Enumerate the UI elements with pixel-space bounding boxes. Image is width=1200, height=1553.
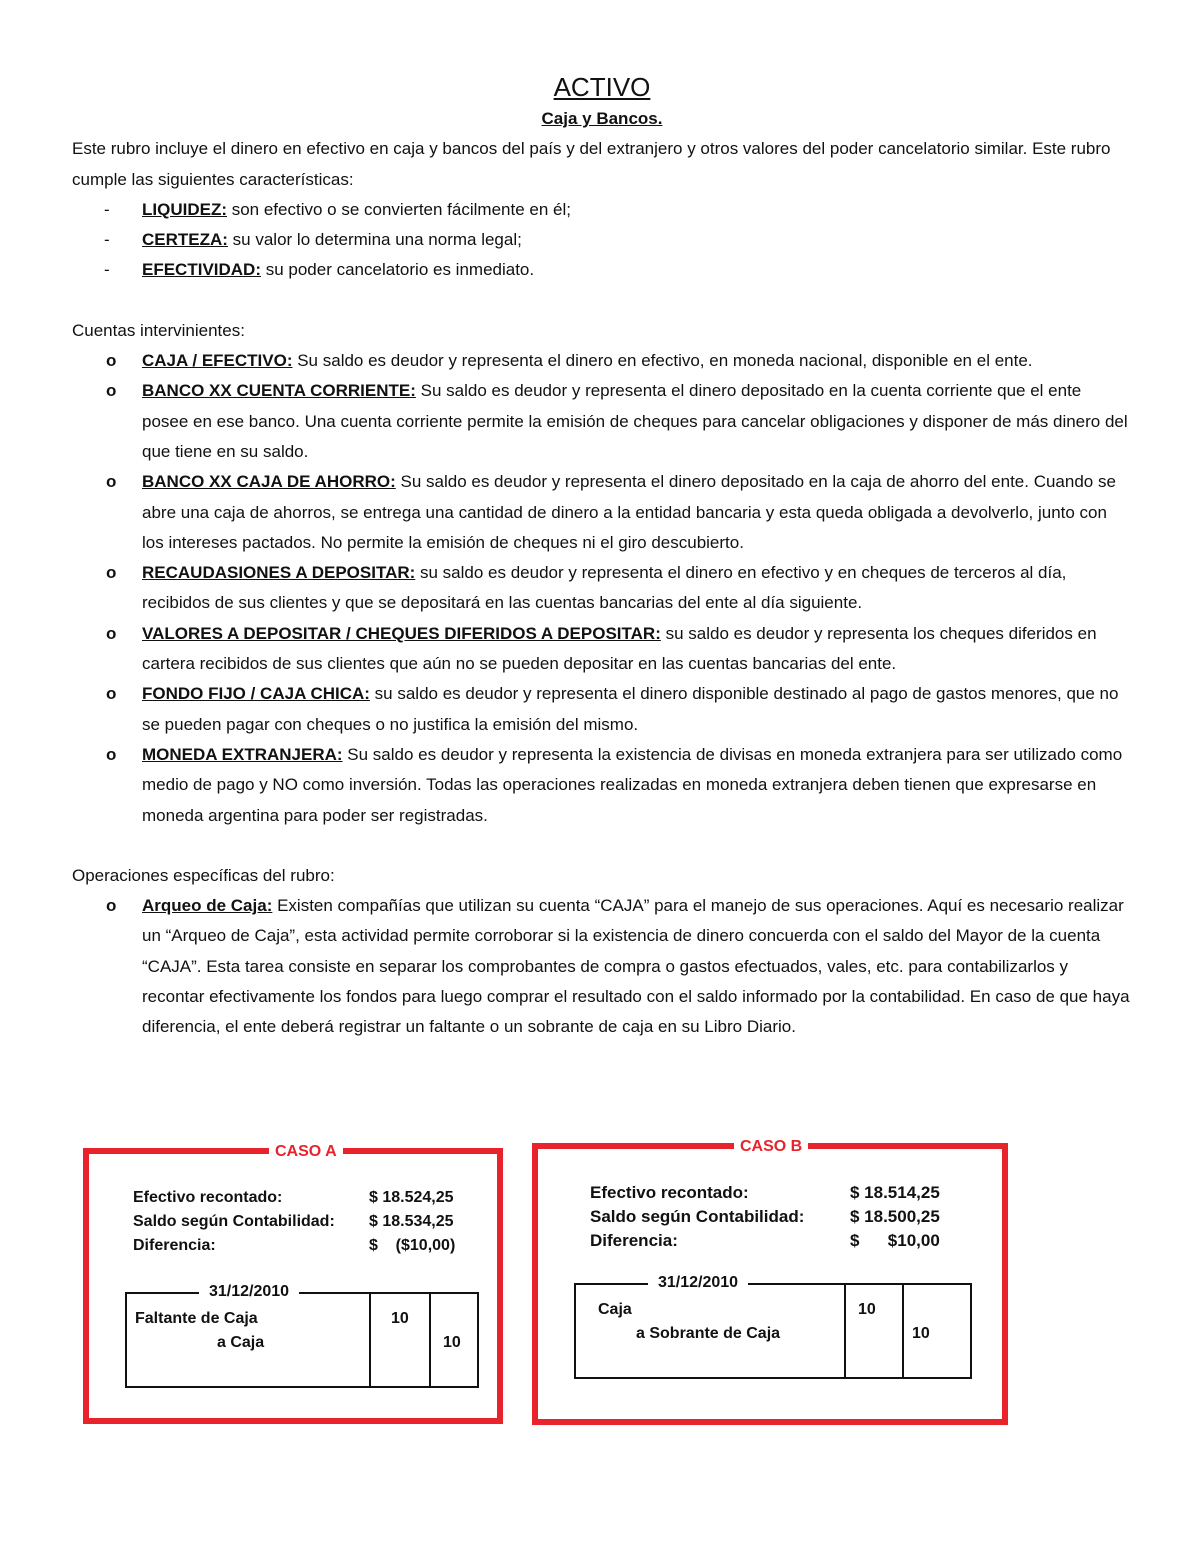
caso-a-title: CASO A	[269, 1142, 343, 1162]
list-item	[72, 679, 1132, 740]
accounts-heading: Cuentas intervinientes:	[72, 320, 245, 340]
o-bullet: o	[106, 563, 117, 583]
caso-a-frame	[83, 1143, 503, 1424]
summary-label: Efectivo recontado:	[133, 1189, 283, 1206]
o-bullet: o	[106, 896, 117, 916]
ledger-date: 31/12/2010	[648, 1273, 748, 1293]
list-item-text: su saldo es deudor y representa el dinero disponible destinado al pago de gastos menores, que no se pueden pagar con cheques o no justifica la emisión del mismo.	[142, 684, 1119, 734]
debit-account: Caja	[598, 1301, 632, 1318]
list-item-text: Su saldo es deudor y representa el dinero depositado en la caja de ahorro del ente. Cuando se abre una caja de ahorros, se entrega una cantidad de dinero a la entidad bancaria y esta queda obligada a devolverlo, junto con los intereses pactados. No permite la emisión de cheques ni el giro descubierto.	[142, 472, 1116, 552]
list-item-term: EFECTIVIDAD:	[142, 260, 261, 280]
summary-value: $ 18.534,25	[369, 1213, 454, 1230]
list-item-text: su poder cancelatorio es inmediato.	[261, 260, 535, 280]
summary-label: Efectivo recontado:	[590, 1183, 749, 1202]
list-item-text: Su saldo es deudor y representa la existencia de divisas en moneda extranjera para ser utilizado como medio de pago y NO como inversión. Todas las operaciones realizadas en moneda extranjera deben tienen que expresarse en moneda argentina para poder ser registradas.	[142, 744, 1123, 825]
dash-bullet: -	[104, 260, 110, 280]
list-item-text: Su saldo es deudor y representa el dinero en efectivo, en moneda nacional, disponible en el ente.	[292, 351, 1033, 371]
list-item-text: su saldo es deudor y representa el dinero en efectivo y en cheques de terceros al día, recibidos de sus clientes y que se depositará en las cuentas bancarias del ente al día siguiente.	[142, 563, 1067, 613]
credit-account: a Caja	[217, 1334, 265, 1351]
intro-paragraph: Este rubro incluye el dinero en efectivo en caja y bancos del país y del extranjero y otros valores del poder cancelatorio similar. Este rubro cumple las siguientes características:	[72, 139, 1111, 189]
dash-bullet: -	[104, 230, 110, 250]
summary-label: Saldo según Contabilidad:	[133, 1213, 335, 1230]
list-item-term: CERTEZA:	[142, 230, 228, 250]
list-item-term: RECAUDASIONES A DEPOSITAR:	[142, 563, 416, 583]
operations-heading: Operaciones específicas del rubro:	[72, 865, 335, 885]
list-item	[72, 255, 1132, 285]
list-item-term: Arqueo de Caja:	[142, 896, 273, 916]
o-bullet: o	[106, 381, 117, 401]
list-item	[72, 558, 1132, 619]
debit-amount: 10	[858, 1301, 876, 1318]
list-item-text: su valor lo determina una norma legal;	[227, 230, 522, 250]
operations-list	[72, 891, 1132, 1042]
accounts-list	[72, 346, 1132, 831]
caso-b-ledger	[574, 1274, 972, 1379]
summary-row	[590, 1229, 940, 1253]
summary-value: $ ($10,00)	[369, 1237, 456, 1254]
o-bullet: o	[106, 623, 117, 643]
list-item-term: VALORES A DEPOSITAR / CHEQUES DIFERIDOS A DEPOSITAR:	[142, 623, 661, 643]
summary-label: Diferencia:	[590, 1231, 678, 1250]
list-item-term: LIQUIDEZ:	[142, 199, 227, 219]
credit-amount: 10	[912, 1325, 930, 1342]
summary-row	[133, 1210, 455, 1234]
list-item-term: MONEDA EXTRANJERA:	[142, 744, 343, 764]
list-item	[72, 891, 1132, 1042]
list-item-term: BANCO XX CUENTA CORRIENTE:	[142, 381, 416, 401]
summary-row	[133, 1186, 455, 1210]
o-bullet: o	[106, 472, 117, 492]
list-item-term: BANCO XX CAJA DE AHORRO:	[142, 472, 396, 492]
list-item	[72, 467, 1132, 558]
dash-bullet: -	[104, 199, 110, 219]
summary-label: Diferencia:	[133, 1237, 216, 1254]
list-item	[72, 619, 1132, 680]
list-item-text: son efectivo o se convierten fácilmente en él;	[227, 199, 571, 219]
summary-label: Saldo según Contabilidad:	[590, 1207, 805, 1226]
caso-b-summary	[590, 1181, 940, 1253]
list-item	[72, 346, 1132, 376]
ledger-date: 31/12/2010	[199, 1282, 299, 1302]
list-item-term: CAJA / EFECTIVO:	[142, 351, 293, 371]
summary-row	[133, 1234, 455, 1258]
page-title: ACTIVO	[553, 72, 651, 102]
caso-a-summary	[133, 1186, 455, 1258]
credit-amount: 10	[443, 1334, 461, 1351]
characteristics-list	[72, 195, 1132, 286]
list-item	[72, 195, 1132, 225]
summary-value: $ 18.524,25	[369, 1189, 454, 1206]
section-subtitle: Caja y Bancos.	[541, 109, 663, 128]
list-item-text: su saldo es deudor y representa los cheques diferidos en cartera recibidos de sus clientes que aún no se pueden depositar en las cuentas bancarias del ente.	[142, 623, 1097, 674]
list-item-text: Su saldo es deudor y representa el dinero depositado en la cuenta corriente que el ente posee en ese banco. Una cuenta corriente permite la emisión de cheques para cancelar obligaciones y disponer de más dinero del que tiene en su saldo.	[142, 381, 1128, 461]
summary-value: $ $10,00	[850, 1231, 940, 1250]
summary-value: $ 18.500,25	[850, 1207, 940, 1226]
summary-row	[590, 1181, 940, 1205]
caso-b-title: CASO B	[734, 1137, 808, 1157]
list-item-term: FONDO FIJO / CAJA CHICA:	[142, 684, 370, 704]
list-item-text: Existen compañías que utilizan su cuenta “CAJA” para el manejo de sus operaciones. Aquí es necesario realizar un “Arqueo de Caja”, esta actividad permite corroborar si la existencia de dinero concuerda con el saldo del Mayor de la cuenta “CAJA”. Esta tarea consiste en separar los comprobantes de compra o gastos efectuados, vales, etc. para contabilizarlos y recontar efectivamente los fondos para luego comprar el resultado con el saldo informado por la contabilidad. En caso de que haya diferencia, el ente deberá registrar un faltante o un sobrante de caja en su Libro Diario.	[142, 896, 1130, 1037]
caso-b-frame	[532, 1138, 1008, 1425]
o-bullet: o	[106, 744, 117, 764]
list-item	[72, 740, 1132, 831]
summary-row	[590, 1205, 940, 1229]
o-bullet: o	[106, 351, 117, 371]
o-bullet: o	[106, 684, 117, 704]
debit-amount: 10	[391, 1310, 409, 1327]
document-body	[72, 70, 1132, 1043]
summary-value: $ 18.514,25	[850, 1183, 940, 1202]
caso-a-ledger	[125, 1283, 479, 1388]
credit-account: a Sobrante de Caja	[636, 1325, 781, 1342]
list-item	[72, 225, 1132, 255]
debit-account: Faltante de Caja	[135, 1310, 258, 1327]
list-item	[72, 376, 1132, 467]
